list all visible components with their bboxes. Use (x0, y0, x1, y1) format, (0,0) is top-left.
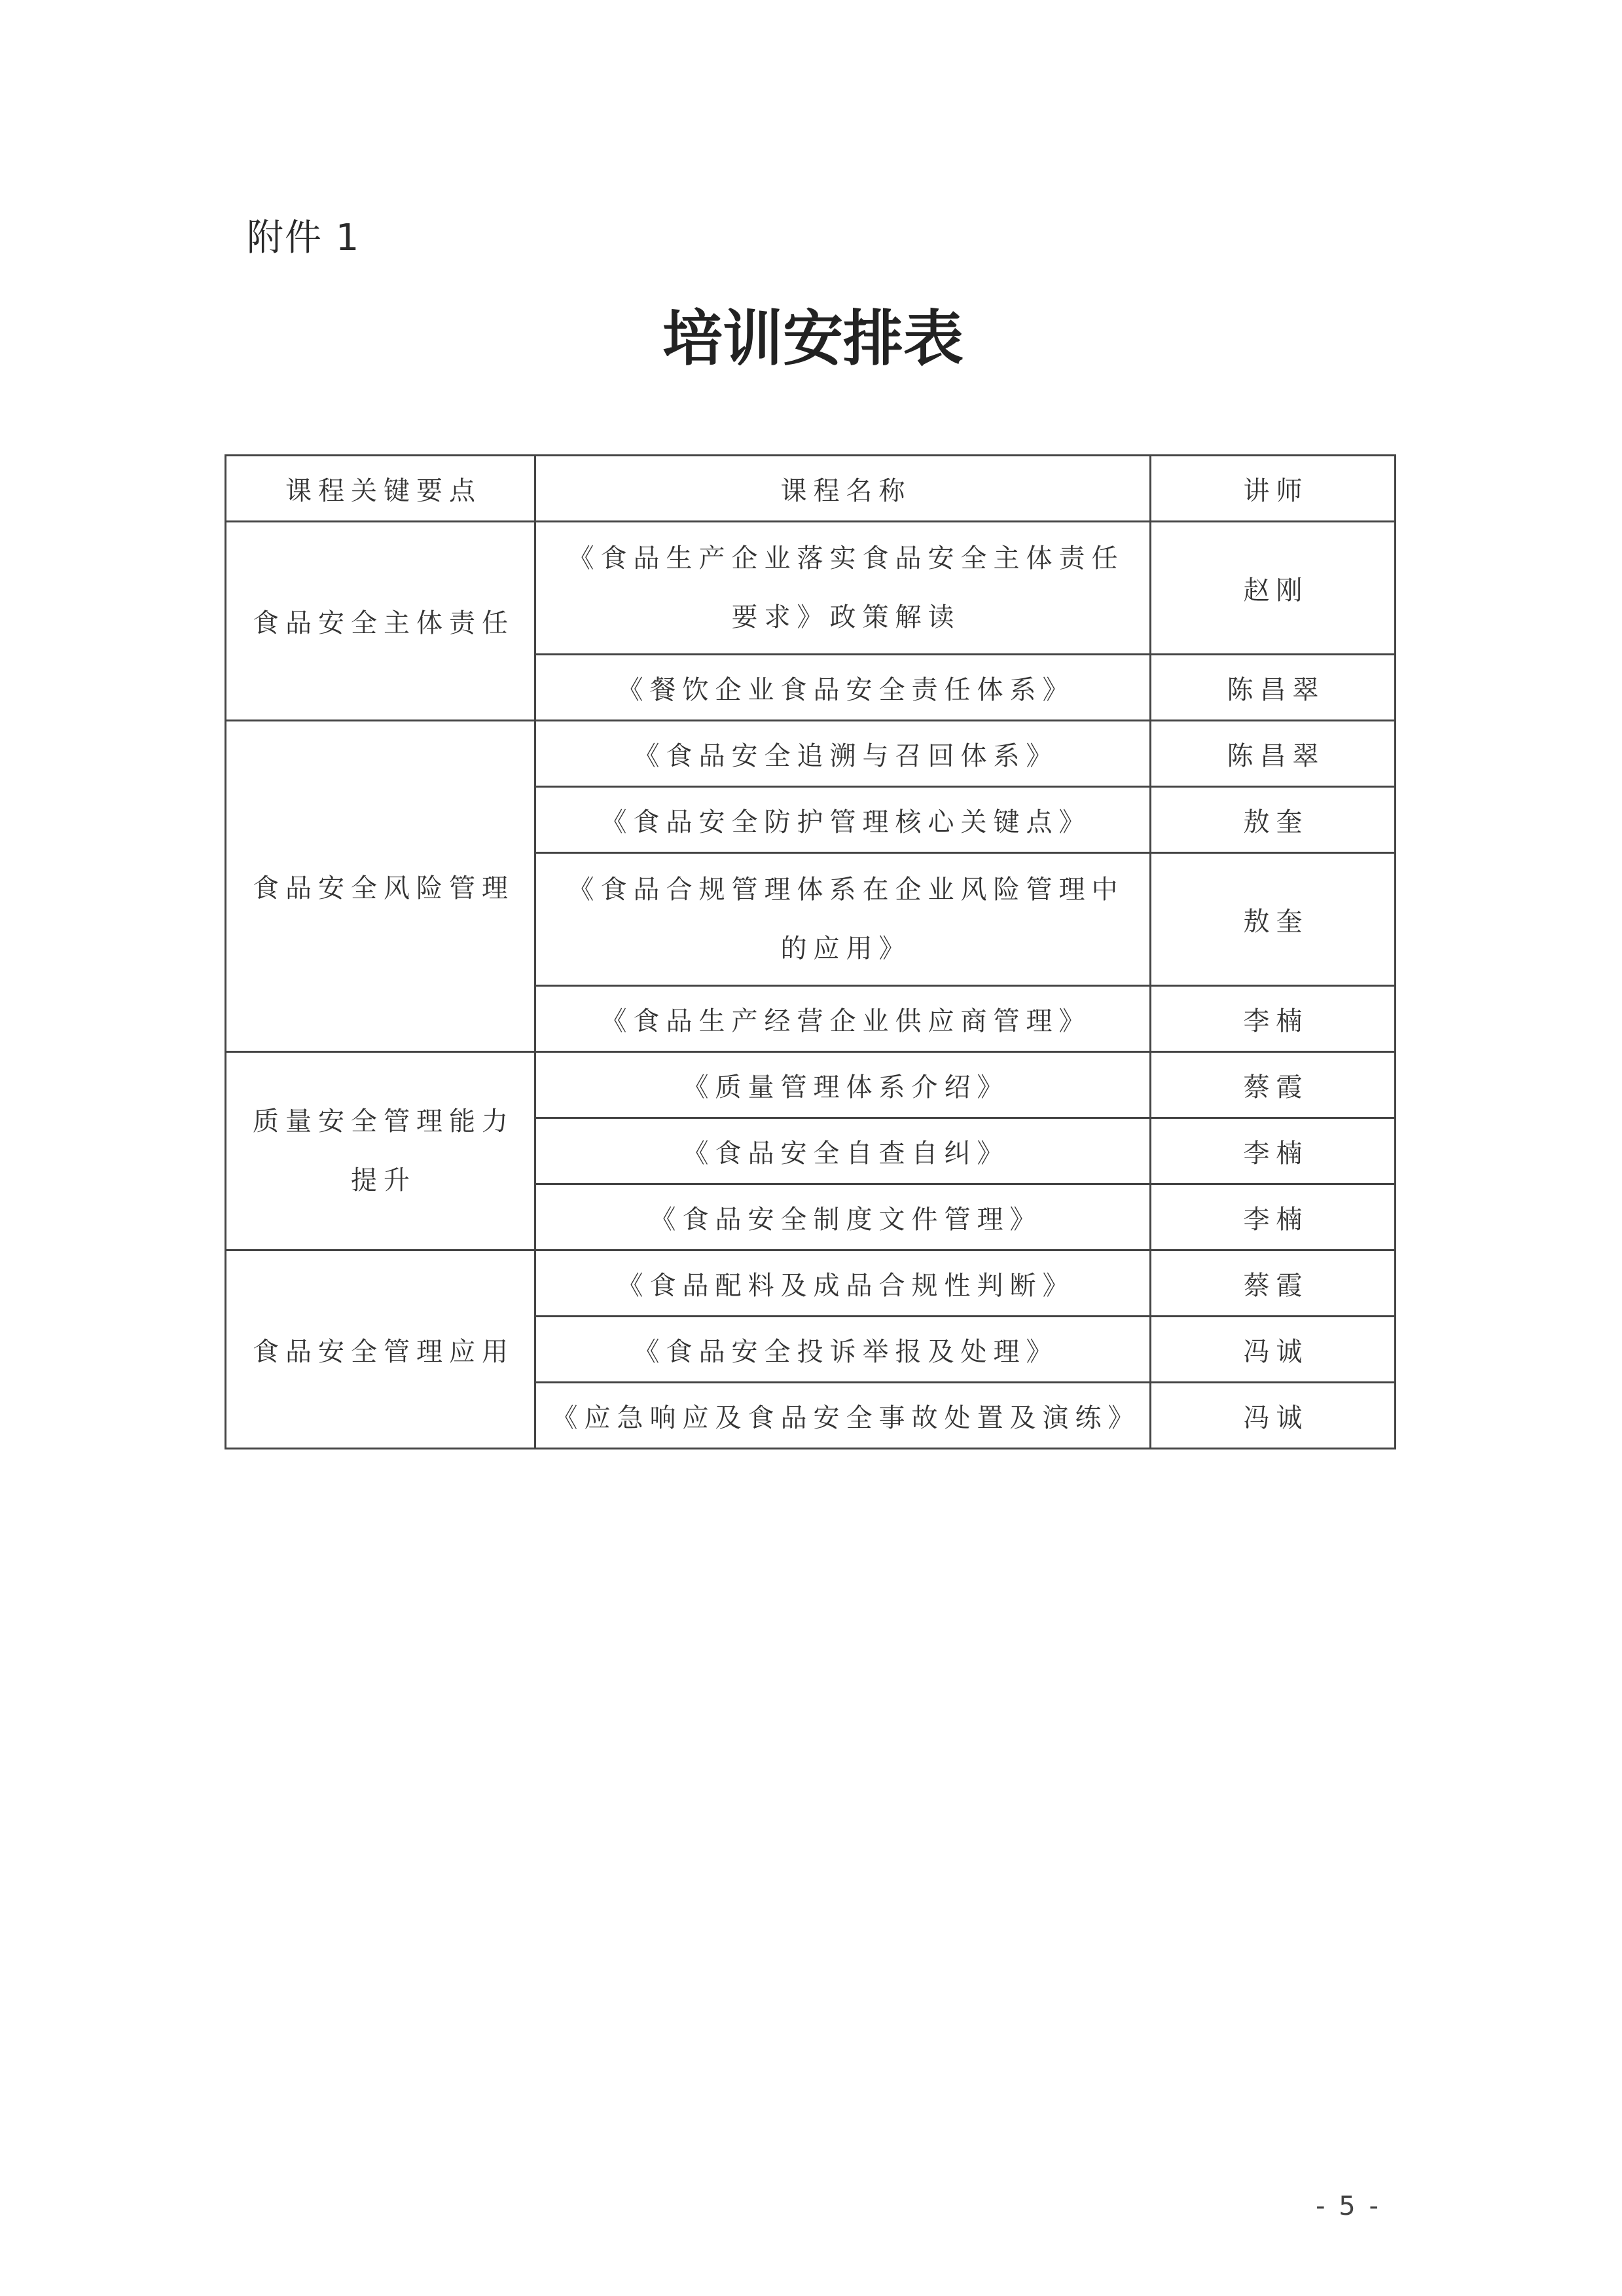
course-name-cell: 《食品安全投诉举报及处理》 (535, 1317, 1151, 1383)
course-name-cell (535, 522, 1151, 655)
course-name-cell: 《食品安全制度文件管理》 (535, 1184, 1151, 1250)
course-name-cell: 《食品安全自查自纠》 (535, 1118, 1151, 1184)
key-point-line2: 提升 (351, 1165, 416, 1195)
table-row (226, 721, 1396, 787)
key-point-line1: 质量安全管理能力 (253, 1106, 514, 1137)
course-name-line2: 要求》政策解读 (731, 602, 961, 632)
lecturer-cell: 蔡霞 (1151, 1052, 1396, 1118)
lecturer-cell: 陈昌翠 (1151, 655, 1396, 721)
lecturer-cell: 冯诚 (1151, 1383, 1396, 1449)
annex-label: 附件 1 (247, 217, 361, 259)
page-number: - 5 - (1316, 2191, 1381, 2221)
key-point-cell: 食品安全管理应用 (226, 1250, 535, 1449)
course-name-cell: 《食品安全防护管理核心关键点》 (535, 787, 1151, 853)
course-name-line2: 的应用》 (780, 934, 912, 964)
header-course-name: 课程名称 (535, 456, 1151, 522)
table-row (226, 522, 1396, 655)
table-row (226, 1250, 1396, 1317)
header-key-point: 课程关键要点 (226, 456, 535, 522)
key-point-text (253, 1092, 514, 1210)
lecturer-cell: 赵刚 (1151, 522, 1396, 655)
lecturer-cell: 冯诚 (1151, 1317, 1396, 1383)
course-name-cell: 《餐饮企业食品安全责任体系》 (535, 655, 1151, 721)
course-name-cell: 《应急响应及食品安全事故处置及演练》 (535, 1383, 1151, 1449)
lecturer-cell: 敖奎 (1151, 787, 1396, 853)
course-name-line1: 《食品合规管理体系在企业风险管理中 (568, 875, 1125, 905)
table-header-row (226, 456, 1396, 522)
training-schedule-table (225, 454, 1396, 1449)
table-row (226, 1052, 1396, 1118)
header-lecturer: 讲师 (1151, 456, 1396, 522)
course-name-cell: 《质量管理体系介绍》 (535, 1052, 1151, 1118)
lecturer-cell: 李楠 (1151, 986, 1396, 1052)
lecturer-cell: 敖奎 (1151, 853, 1396, 986)
course-name-cell: 《食品生产经营企业供应商管理》 (535, 986, 1151, 1052)
lecturer-cell: 蔡霞 (1151, 1250, 1396, 1317)
key-point-cell: 食品安全风险管理 (226, 721, 535, 1052)
lecturer-cell: 陈昌翠 (1151, 721, 1396, 787)
lecturer-cell: 李楠 (1151, 1184, 1396, 1250)
course-name (568, 529, 1125, 647)
course-name-cell: 《食品安全追溯与召回体系》 (535, 721, 1151, 787)
lecturer-cell: 李楠 (1151, 1118, 1396, 1184)
course-name (568, 860, 1125, 978)
page-title: 培训安排表 (662, 304, 964, 374)
course-name-cell (535, 853, 1151, 986)
key-point-cell (226, 1052, 535, 1250)
course-name-line1: 《食品生产企业落实食品安全主体责任 (568, 543, 1125, 574)
key-point-cell: 食品安全主体责任 (226, 522, 535, 721)
course-name-cell: 《食品配料及成品合规性判断》 (535, 1250, 1151, 1317)
